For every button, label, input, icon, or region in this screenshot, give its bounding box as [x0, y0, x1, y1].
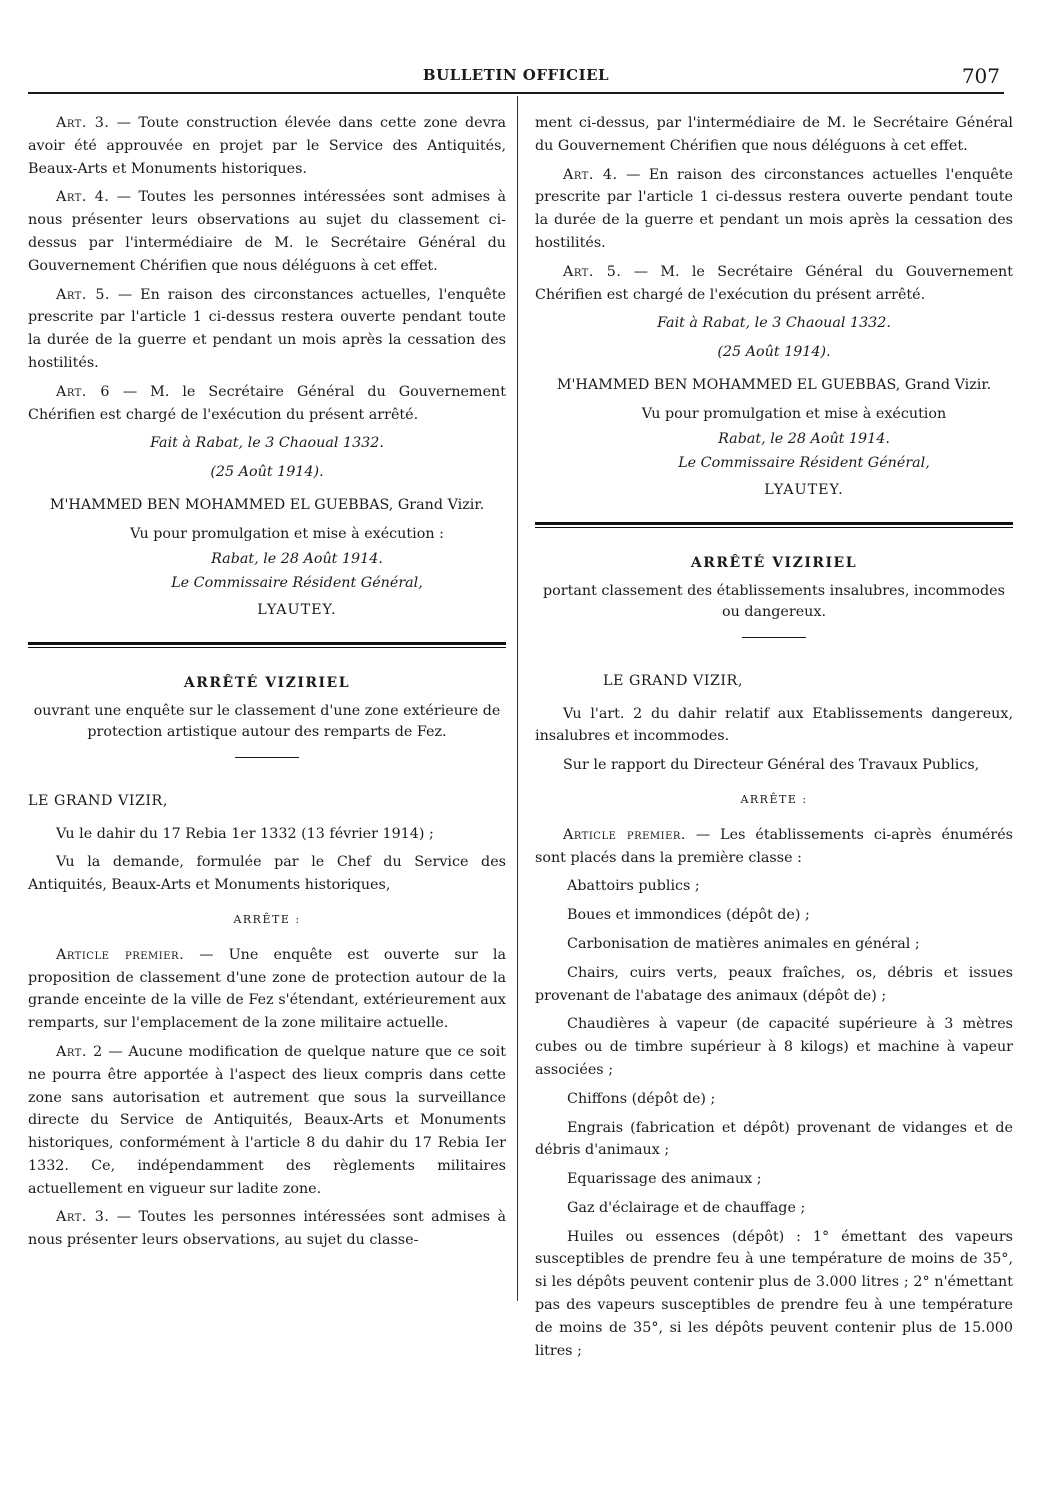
list-item: Gaz d'éclairage et de chauffage ;	[567, 1199, 806, 1216]
article-label: Art. 3.	[56, 115, 110, 131]
right-column	[535, 112, 1013, 1368]
signoff-date: (25 Août 1914).	[717, 344, 831, 361]
promulgation-date: Rabat, le 28 Août 1914.	[718, 430, 890, 447]
article-label: Art. 3.	[56, 1209, 110, 1226]
article-label: Article premier.	[563, 826, 686, 843]
article-5-paragraph	[28, 284, 506, 375]
article-label: Article premier.	[56, 946, 185, 963]
article-label: Art. 5.	[56, 286, 110, 303]
article-label: Art. 6	[56, 383, 110, 400]
article-text: — Une enquête est ouverte sur la proposition de classement d'une zone de protection autour de la grande enceinte de la ville de Fez s'étendant, extérieurement aux remparts, sur l'emplacement de la zone militaire actuelle.	[28, 946, 506, 1032]
left-column	[28, 112, 506, 1258]
list-item: Carbonisation de matières animales en général ;	[567, 935, 920, 952]
article-3-paragraph	[28, 112, 506, 180]
commissaire-title: Le Commissaire Résident Général,	[171, 575, 423, 592]
signoff-date: (25 Août 1914).	[210, 464, 324, 481]
article-2-paragraph	[28, 1041, 506, 1201]
article-text: — M. le Secrétaire Général du Gouvernement Chérifien est chargé de l'exécution du présent arrêté.	[28, 383, 506, 423]
arrete-label: ARRÊTE :	[740, 792, 808, 806]
article-text: — En raison des circonstances actuelles l'enquête prescrite par l'article 1 ci-dessus restera ouverte pendant toute la durée de la guerre et pendant un mois après la cessation des hostilités.	[535, 166, 1014, 251]
visa-paragraph: Vu la demande, formulée par le Chef du Service des Antiquités, Beaux-Arts et Monuments historiques,	[28, 854, 506, 894]
article-text: — Aucune modification de quelque nature que ce soit ne pourra être apportée à l'aspect des lieux compris dans cette zone sans autorisation et autrement que sous la surveillance directe du Service de Antiquités, Beaux-Arts et Monuments historiques, conformément à l'article 8 du dahir du 17 Rebia Ier 1332. Ce, indépendamment des règlements militaires actuellement en vigueur sur ladite zone.	[28, 1043, 507, 1197]
publication-title: BULLETIN OFFICIEL	[422, 66, 610, 84]
page-number: 707	[961, 64, 1000, 88]
list-item: Abattoirs publics ;	[567, 878, 700, 895]
article-1-paragraph	[535, 824, 1013, 870]
article-5-paragraph	[535, 261, 1013, 307]
section-rule	[535, 522, 1013, 528]
promulgation-line: Vu pour promulgation et mise à exécution :	[130, 525, 444, 542]
visa-paragraph: Sur le rapport du Directeur Général des Travaux Publics,	[563, 757, 980, 774]
arrete-label: ARRÊTE :	[233, 912, 301, 926]
article-3b-paragraph	[28, 1206, 506, 1252]
grand-vizir-heading: LE GRAND VIZIR,	[28, 792, 168, 809]
article-text: — Toutes les personnes intéressées sont admises à nous présenter leurs observations au sujet du classement ci-dessus par l'intermédiaire de M. le Secrétaire Général du Gouvernement Chérifien que nous déléguons à cet effet.	[28, 189, 506, 274]
list-item: Boues et immondices (dépôt de) ;	[567, 907, 810, 924]
arrete-heading: ARRÊTÉ VIZIRIEL	[690, 554, 858, 571]
arrete-subheading: ouvrant une enquête sur le classement d'une zone extérieure de protection artistique autour des remparts de Fez.	[33, 702, 501, 740]
article-label: Art. 4.	[56, 189, 110, 206]
short-rule	[235, 757, 299, 758]
visa-paragraph: Vu l'art. 2 du dahir relatif aux Etablissements dangereux, insalubres et incommodes.	[535, 705, 1013, 745]
article-text: — Toute construction élevée dans cette zone devra avoir été approuvée en projet par le Service des Antiquités, Beaux-Arts et Monuments historiques.	[28, 115, 507, 177]
section-rule	[28, 642, 506, 648]
article-label: Art. 5.	[563, 263, 622, 280]
article-text: — En raison des circonstances actuelles, l'enquête prescrite par l'article 1 ci-dessus restera ouverte pendant toute la durée de la guerre et pendant un mois après la cessation des hostilités.	[28, 286, 507, 371]
lyautey-signature: LYAUTEY.	[257, 602, 337, 619]
promulgation-date: Rabat, le 28 Août 1914.	[211, 550, 383, 567]
header-rule	[28, 92, 1004, 94]
short-rule	[742, 637, 806, 638]
article-text: — Les établissements ci-après énumérés sont placés dans la première classe :	[535, 826, 1014, 866]
article-1-paragraph	[28, 944, 506, 1035]
signoff-place: Fait à Rabat, le 3 Chaoual 1332.	[657, 315, 891, 332]
list-item: Chairs, cuirs verts, peaux fraîches, os, débris et issues provenant de l'abatage des animaux (dépôt de) ;	[535, 964, 1013, 1004]
article-label: Art. 4.	[563, 166, 618, 183]
arrete-subheading: portant classement des établissements insalubres, incommodes ou dangereux.	[543, 582, 1005, 620]
column-divider	[517, 96, 518, 1301]
signoff-place: Fait à Rabat, le 3 Chaoual 1332.	[150, 435, 384, 452]
list-item: Engrais (fabrication et dépôt) provenant de vidanges et de débris d'animaux ;	[535, 1119, 1013, 1159]
article-4-paragraph	[535, 164, 1013, 255]
page-header	[28, 64, 1004, 92]
list-item: Equarissage des animaux ;	[567, 1171, 762, 1188]
list-item: Chaudières à vapeur (de capacité supérieure à 3 mètres cubes ou de timbre supérieur à 8 kilogs) et machine à vapeur associées ;	[535, 1016, 1013, 1078]
grand-vizir-heading: LE GRAND VIZIR,	[603, 672, 743, 689]
article-text: — M. le Secrétaire Général du Gouvernement Chérifien est chargé de l'exécution du présent arrêté.	[535, 263, 1014, 303]
list-item: Huiles ou essences (dépôt) : 1° émettant des vapeurs susceptibles de prendre feu à une température de moins de 35°, si les dépôts peuvent contenir plus de 3.000 litres ; 2° n'émettant pas des vapeurs susceptibles de prendre feu à une température de moins de 35°, si les dépôts peuvent contenir plus de 15.000 litres ;	[535, 1228, 1013, 1359]
lyautey-signature: LYAUTEY.	[764, 482, 844, 499]
signer: M'HAMMED BEN MOHAMMED EL GUEBBAS, Grand Vizir.	[556, 376, 992, 393]
visa-paragraph: Vu le dahir du 17 Rebia 1er 1332 (13 février 1914) ;	[56, 825, 434, 842]
article-4-paragraph	[28, 186, 506, 277]
article-label: Art. 2	[56, 1043, 103, 1060]
signer: M'HAMMED BEN MOHAMMED EL GUEBBAS, Grand Vizir.	[49, 496, 485, 513]
establishment-list	[535, 875, 1013, 1362]
continuation-paragraph: ment ci-dessus, par l'intermédiaire de M. le Secrétaire Général du Gouvernement Chérifien que nous déléguons à cet effet.	[535, 115, 1013, 154]
arrete-heading: ARRÊTÉ VIZIRIEL	[183, 674, 351, 691]
list-item: Chiffons (dépôt de) ;	[567, 1090, 716, 1107]
promulgation-line: Vu pour promulgation et mise à exécution	[641, 405, 947, 422]
commissaire-title: Le Commissaire Résident Général,	[678, 455, 930, 472]
article-text: — Toutes les personnes intéressées sont admises à nous présenter leurs observations, au sujet du classe-	[28, 1209, 506, 1249]
article-6-paragraph	[28, 381, 506, 427]
